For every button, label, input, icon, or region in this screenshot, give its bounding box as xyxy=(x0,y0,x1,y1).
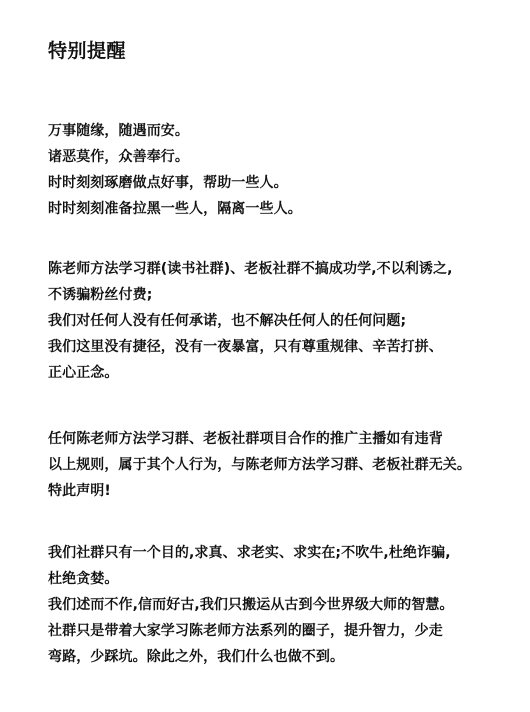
text-line: 诸恶莫作，众善奉行。 xyxy=(48,149,189,165)
paragraph-disclaimer xyxy=(48,426,498,504)
notice-title: 特别提醒 xyxy=(48,40,127,62)
paragraph-purpose xyxy=(48,540,498,670)
text-line: 不诱骗粉丝付费; xyxy=(48,287,153,303)
text-line: 时时刻刻准备拉黑一些人，隔离一些人。 xyxy=(48,201,302,217)
paragraph-guiding-principles xyxy=(48,118,498,222)
text-line: 社群只是带着大家学习陈老师方法系列的圈子，提升智力，少走 xyxy=(48,623,443,639)
text-line: 陈老师方法学习群(读书社群)、老板社群不搞成功学,不以利诱之, xyxy=(48,261,453,277)
text-line: 我们述而不作,信而好古,我们只搬运从古到今世界级大师的智慧。 xyxy=(48,597,454,613)
text-line: 正心正念。 xyxy=(48,365,119,381)
text-line: 特此声明! xyxy=(48,483,111,499)
text-line: 任何陈老师方法学习群、老板社群项目合作的推广主播如有违背 xyxy=(48,431,443,447)
text-line: 时时刻刻琢磨做点好事，帮助一些人。 xyxy=(48,175,288,191)
paragraph-group-rules xyxy=(48,256,498,386)
text-line: 杜绝贪婪。 xyxy=(48,571,119,587)
text-line: 我们这里没有捷径，没有一夜暴富，只有尊重规律、辛苦打拼、 xyxy=(48,339,443,355)
text-line: 万事随缘，随遇而安。 xyxy=(48,123,189,139)
text-line: 弯路，少踩坑。除此之外，我们什么也做不到。 xyxy=(48,649,345,665)
text-line: 我们社群只有一个目的,求真、求老实、求实在;不吹牛,杜绝诈骗, xyxy=(48,545,451,561)
text-line: 以上规则，属于其个人行为，与陈老师方法学习群、老板社群无关。 xyxy=(48,457,471,473)
text-line: 我们对任何人没有任何承诺，也不解决任何人的任何问题; xyxy=(48,313,407,329)
